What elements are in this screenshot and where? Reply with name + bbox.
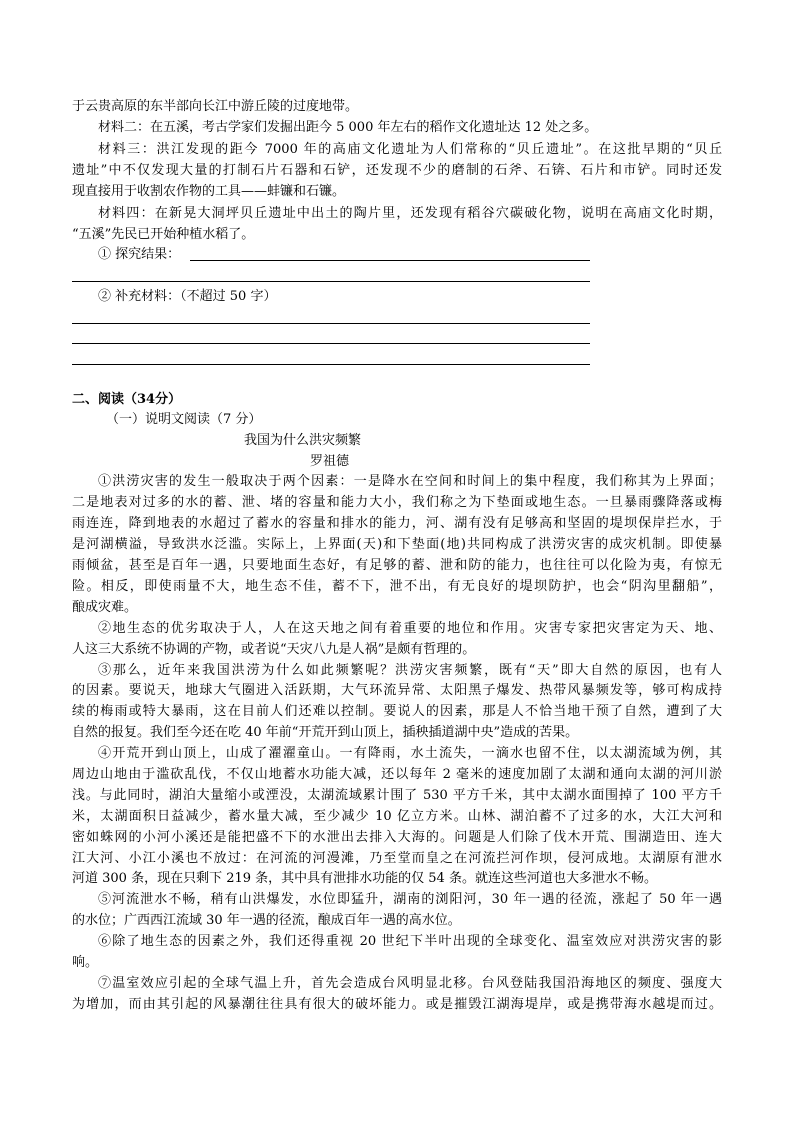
- paragraph-line: 二是地表对过多的水的蓄、泄、堵的容量和能力大小，我们称之为下垫面或地生态。一旦暴雨骤降落或梅: [72, 495, 722, 510]
- material-one-continuation: 于云贵高原的东半部向长江中游丘陵的过度地带。: [72, 99, 359, 114]
- article-title: 我国为什么洪灾频繁: [244, 433, 362, 448]
- paragraph-line: 浅。与此同时，湖泊大量缩小或湮没，太湖流域累计围了 530 平方千米，其中太湖水面围掉了 100 平方千: [72, 788, 722, 803]
- material-four-line-1: 材料四：在新晃大洞坪贝丘遗址中出土的陶片里，还发现有稻谷穴碳破化物，说明在高庙文化时期，: [98, 206, 722, 221]
- paragraph-line: ③那么，近年来我国洪涝为什么如此频繁呢？洪涝灾害频繁，既有“天”即大自然的原因，也有人: [98, 663, 722, 678]
- paragraph-line: 周边山地由于滥砍乱伐，不仅山地蓄水功能大减，还以每年 2 毫米的速度加剧了太湖和通向太湖的河川淤: [72, 767, 722, 782]
- paragraph-line: 自然的报复。我们至今还在吃 40 年前“开荒开到山顶上，插秧插道湖中央”造成的苦果。: [72, 725, 579, 740]
- paragraph-line: 为增加，而由其引起的风暴潮往往具有很大的破坏能力。或是摧毁江湖海堤岸，或是携带海水越堤而过。: [72, 997, 722, 1012]
- question-result-label: ① 探究结果：: [98, 247, 181, 262]
- paragraph-line: ④开荒开到山顶上，山成了濯濯童山。一有降雨，水土流失，一滴水也留不住，以太湖流域为例，其: [98, 746, 722, 761]
- article-author: 罗祖德: [310, 454, 350, 469]
- answer-line[interactable]: [72, 343, 590, 344]
- paragraph-line: ②地生态的优劣取决于人，人在这天地之间有着重要的地位和作用。灾害专家把灾害定为天、地、: [98, 621, 722, 636]
- paragraph-line: 是河湖横溢，导致洪水泛滥。实际上，上界面(天)和下垫面(地)共同构成了洪涝灾害的成灾机制。即使暴: [72, 537, 722, 552]
- answer-line[interactable]: [72, 364, 590, 365]
- paragraph-line: ⑦温室效应引起的全球气温上升，首先会造成台风明显北移。台风登陆我国沿海地区的频度、强度大: [98, 976, 722, 991]
- paragraph-line: 人这三大系统不协调的产物，或者说“天灾八九是人祸”是颇有哲理的。: [72, 642, 476, 657]
- paragraph-line: ①洪涝灾害的发生一般取决于两个因素：一是降水在空间和时间上的集中程度，我们称其为上界面；: [98, 474, 722, 489]
- paragraph-line: 的因素。要说天，地球大气圈进入活跃期，大气环流异常、太阳黑子爆发、热带风暴频发等，够可构成持: [72, 683, 722, 698]
- paragraph-line: 雨倾盆，甚至是百年一遇，只要地面生态好，有足够的蓄、泄和防的能力，也往往可以化险为夷，有惊无: [72, 558, 722, 573]
- answer-line[interactable]: [190, 260, 590, 261]
- paragraph-line: 酿成灾难。: [72, 600, 138, 615]
- paragraph-line: ⑤河流泄水不畅，稍有山洪爆发，水位即猛升，湖南的浏阳河，30 年一遇的径流，涨起了 50 年一遇: [98, 892, 722, 907]
- paragraph-line: 密如蛛网的小河小溪还是能把盛不下的水泄出去排入大海的。问题是人们除了伐木开荒、围湖造田、连大: [72, 830, 722, 845]
- paragraph-line: 河道 300 条，现在只剩下 219 条，其中具有泄排水功能的仅 54 条。就连这些河道也大多泄水不畅。: [72, 871, 657, 886]
- paragraph-line: 米，太湖面积日益减少，蓄水量大减，至少减少 10 亿立方米。山林、湖泊蓄不了过多的水，大江大河和: [72, 809, 722, 824]
- material-three-line-3: 现直接用于收割农作物的工具——蚌镰和石镰。: [72, 184, 346, 199]
- answer-line[interactable]: [72, 281, 590, 282]
- section-title: 二、阅读（34分）: [72, 392, 182, 407]
- material-three-line-2: 遗址”中不仅发现大量的打制石片石器和石铲，还发现不少的磨制的石斧、石锛、石片和市铲。同时还发: [72, 163, 722, 178]
- paragraph-line: 险。相反，即使雨量不大，地生态不佳，蓄不下，泄不出，有无良好的堤坝防护，也会“阴沟里翻船”，: [72, 579, 722, 594]
- paragraph-line: 的水位；广西西江流域 30 年一遇的径流，酿成百年一遇的高水位。: [72, 913, 461, 928]
- paragraph-line: 响。: [72, 955, 99, 970]
- answer-line[interactable]: [72, 323, 590, 324]
- material-two: 材料二：在五溪，考古学家们发掘出距今 5 000 年左右的稻作文化遗址达 12 处之多。: [98, 120, 598, 135]
- paragraph-line: 雨连连，降到地表的水超过了蓄水的容量和排水的能力，河、湖有没有足够高和坚固的堤坝保岸拦水，于: [72, 516, 722, 531]
- paragraph-line: ⑥除了地生态的因素之外，我们还得重视 20 世纪下半叶出现的全球变化、温室效应对洪涝灾害的影: [98, 934, 722, 949]
- subsection-title: （一）说明文阅读（7 分）: [106, 412, 262, 427]
- question-supplement-label: ② 补充材料：（不超过 50 字）: [98, 289, 277, 304]
- paragraph-line: 江大河、小江小溪也不放过：在河流的河漫滩，乃至堂而皇之在河流拦河作坝，侵河成地。太湖原有泄水: [72, 851, 722, 866]
- material-four-line-2: “五溪”先民已开始种植水稻了。: [72, 227, 255, 242]
- paragraph-line: 续的梅雨或特大暴雨，这在目前人们还难以控制。要说人的因素，那是人不恰当地干预了自然，遭到了大: [72, 704, 722, 719]
- material-three-line-1: 材料三：洪江发现的距今 7000 年的高庙文化遗址为人们常称的“贝丘遗址”。在这批早期的“贝丘: [98, 142, 722, 157]
